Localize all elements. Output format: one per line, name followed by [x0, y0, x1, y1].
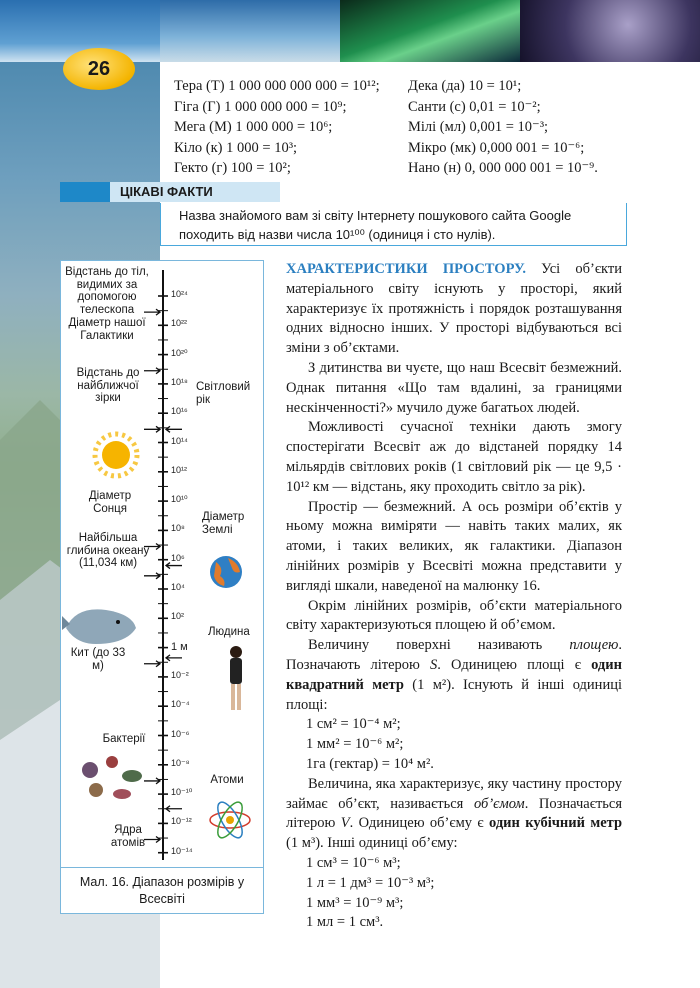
figure-caption-text: Мал. 16. Діапазон розмірів у Всесвіті [79, 875, 245, 906]
scale-arrow [166, 806, 182, 812]
label-whale: Кит (до 33 м) [70, 647, 126, 672]
facts-text: Назва знайомого вам зі світу Інтернету пошукового сайта Google походить від назви числа 10¹⁰⁰ (одиниця і сто нулів). [179, 208, 572, 242]
scale-tick-label: 10⁻⁴ [171, 699, 190, 710]
scale-tick-label: 10⁻² [171, 669, 189, 680]
scale-arrow [166, 655, 182, 661]
area-unit: один квадратний метр [286, 656, 622, 693]
header-photo-strip [160, 0, 700, 62]
label-nearest-star: Відстань до найближчої зірки [76, 367, 140, 404]
scale-tick-label: 10²⁰ [171, 347, 188, 358]
facts-title: ЦІКАВІ ФАКТИ [110, 182, 280, 202]
label-earth-diameter: Діаметр Землі [202, 511, 245, 536]
prefix-list-left [174, 76, 402, 179]
whale-icon [62, 609, 136, 644]
prefix-item: Гіга (Г) 1 000 000 000 = 10⁹; [174, 98, 347, 115]
prefix-item: Мікро (мк) 0,000 001 = 10⁻⁶; [408, 139, 585, 156]
paragraph-4: Простір — безмежний. А ось розміри об’єктів у ньому можна виміряти — навіть таких малих, як атоми, і таких великих, як галактики. Діапазон лінійних розмірів у Всесвіті можна представити у вигляді шкали, наведеної на малюнку 16. [286, 498, 622, 594]
volume-text: Величина, яка характеризує, яку частину простору займає об’єкт, називається [286, 775, 622, 812]
scale-tick-label: 10⁶ [171, 552, 185, 563]
paragraph-3: Можливості сучасної техніки дають змогу спостерігати Всесвіт аж до відстаней порядку 14 мільярдів світлових років (1 світловий рік — це 9,5 · 10¹² км — відстань, яку проходить світло за рік). [286, 419, 622, 495]
scale-tick-label: 10⁸ [171, 523, 185, 534]
area-formula: 1га (гектар) = 10⁴ м². [306, 755, 434, 772]
scale-tick-label: 10⁻¹² [171, 816, 192, 827]
bacteria-icon [82, 756, 142, 799]
prefix-item: Кіло (к) 1 000 = 10³; [174, 139, 298, 156]
area-text: . Одиницею площі є [437, 656, 592, 673]
scale-arrow [144, 573, 160, 579]
scale-arrow [144, 778, 160, 784]
atom-icon [210, 799, 250, 842]
scale-tick-label: 10¹⁸ [171, 376, 188, 387]
human-icon [230, 646, 242, 710]
scale-tick-label: 10¹⁰ [171, 494, 188, 505]
scale-arrow [166, 426, 182, 432]
label-atoms: Атоми [210, 774, 244, 786]
paragraph-1 [286, 260, 622, 359]
label-nuclei: Ядра атомів [110, 824, 146, 849]
prefix-list-right [408, 76, 698, 179]
area-formula: 1 см² = 10⁻⁴ м²; [306, 716, 401, 733]
scale-tick-label: 10²² [171, 318, 188, 329]
facts-header [60, 182, 630, 202]
earth-icon [210, 556, 242, 588]
prefix-item: Дека (да) 10 = 10¹; [408, 78, 522, 94]
volume-text: . Одиницею об’єму є [349, 815, 489, 832]
area-text: (1 м²). Існують й інші одиниці площі: [286, 676, 622, 713]
scale-tick-label: 10²⁴ [171, 289, 188, 299]
paragraph-volume [286, 775, 622, 854]
scale-tick-label: 10¹⁶ [171, 406, 188, 417]
scale-tick-label: 10⁻⁸ [171, 757, 190, 768]
label-ocean-depth: Найбільша глибина океану (11,034 км) [66, 532, 150, 569]
scale-tick-label: 1 м [171, 640, 188, 653]
area-letter: S [430, 656, 438, 673]
area-formula: 1 мм² = 10⁻⁶ м²; [306, 736, 404, 753]
volume-formula: 1 мл = 1 см³. [306, 914, 384, 931]
sun-icon [95, 434, 137, 476]
page-number: 26 [87, 57, 111, 80]
facts-box [160, 203, 627, 246]
label-light-year: Світловий рік [196, 381, 251, 406]
aurora-photo [340, 0, 520, 62]
paragraph-1-text: Усі об’єкти матеріального світу існують у просторі, який характеризує їх протяжність і порядок розташування одних відносно інших. У просторі відбуваються всі зміни з об’єктами. [286, 261, 622, 357]
label-telescope-distance: Відстань до тіл, видимих за допомогою телескопа [65, 266, 149, 316]
paragraph-area [286, 636, 622, 715]
area-text: Величину поверхні називають [308, 637, 570, 654]
scale-tick-label: 10⁻¹⁴ [171, 845, 193, 856]
volume-formula: 1 л = 1 дм³ = 10⁻³ м³; [306, 874, 435, 891]
scale-tick-label: 10⁻¹⁰ [171, 787, 193, 798]
prefix-item: Мілі (мл) 0,001 = 10⁻³; [408, 119, 549, 136]
facts-header-accent [60, 182, 110, 202]
paragraph-5: Окрім лінійних розмірів, об’єкти матеріального світу характеризуються площею й об’ємом. [286, 597, 622, 634]
sky-photo [160, 0, 340, 62]
figure-caption [60, 868, 264, 914]
scale-arrow [144, 661, 160, 667]
main-text [286, 260, 622, 933]
volume-unit: один кубічний метр [489, 815, 623, 832]
prefix-item: Мега (М) 1 000 000 = 10⁶; [174, 119, 333, 136]
volume-formula: 1 мм³ = 10⁻⁹ м³; [306, 894, 404, 911]
volume-text: (1 м³). Інші одиниці об’єму: [286, 835, 458, 852]
lightning-photo [520, 0, 700, 62]
volume-text: . Позначається літерою [286, 795, 622, 832]
paragraph-2: З дитинства ви чуєте, що наш Всесвіт безмежний. Однак питання «Що там вдалині, за границями нескінченності?» мучило дуже багатьох людей. [286, 359, 622, 416]
scale-tick-label: 10² [171, 611, 185, 622]
prefix-item: Нано (н) 0, 000 000 001 = 10⁻⁹. [408, 160, 598, 177]
scale-tick-label: 10⁻⁶ [171, 728, 190, 739]
scale-tick-label: 10¹² [171, 464, 188, 475]
area-text: . Позначають літерою [286, 637, 622, 673]
volume-formula: 1 см³ = 10⁻⁶ м³; [306, 854, 401, 871]
scale-tick-label: 10⁴ [171, 582, 185, 592]
label-sun-diameter: Діаметр Сонця [88, 490, 132, 515]
prefix-item: Санти (с) 0,01 = 10⁻²; [408, 98, 541, 115]
volume-term: об’ємом [473, 795, 525, 812]
area-term: площею [569, 637, 619, 654]
scale-arrow [166, 563, 182, 569]
volume-letter: V [340, 815, 350, 832]
scale-arrow [144, 426, 160, 432]
label-human: Людина [208, 626, 250, 638]
prefix-item: Тера (Т) 1 000 000 000 000 = 10¹²; [174, 78, 380, 94]
label-galaxy-diameter: Діаметр нашої Галактики [68, 317, 146, 342]
label-bacteria: Бактерії [102, 733, 146, 745]
prefix-item: Гекто (г) 100 = 10²; [174, 160, 291, 177]
scale-tick-label: 10¹⁴ [171, 435, 188, 446]
page-number-badge [63, 48, 135, 90]
section-heading: ХАРАКТЕРИСТИКИ ПРОСТОРУ. [286, 261, 526, 277]
